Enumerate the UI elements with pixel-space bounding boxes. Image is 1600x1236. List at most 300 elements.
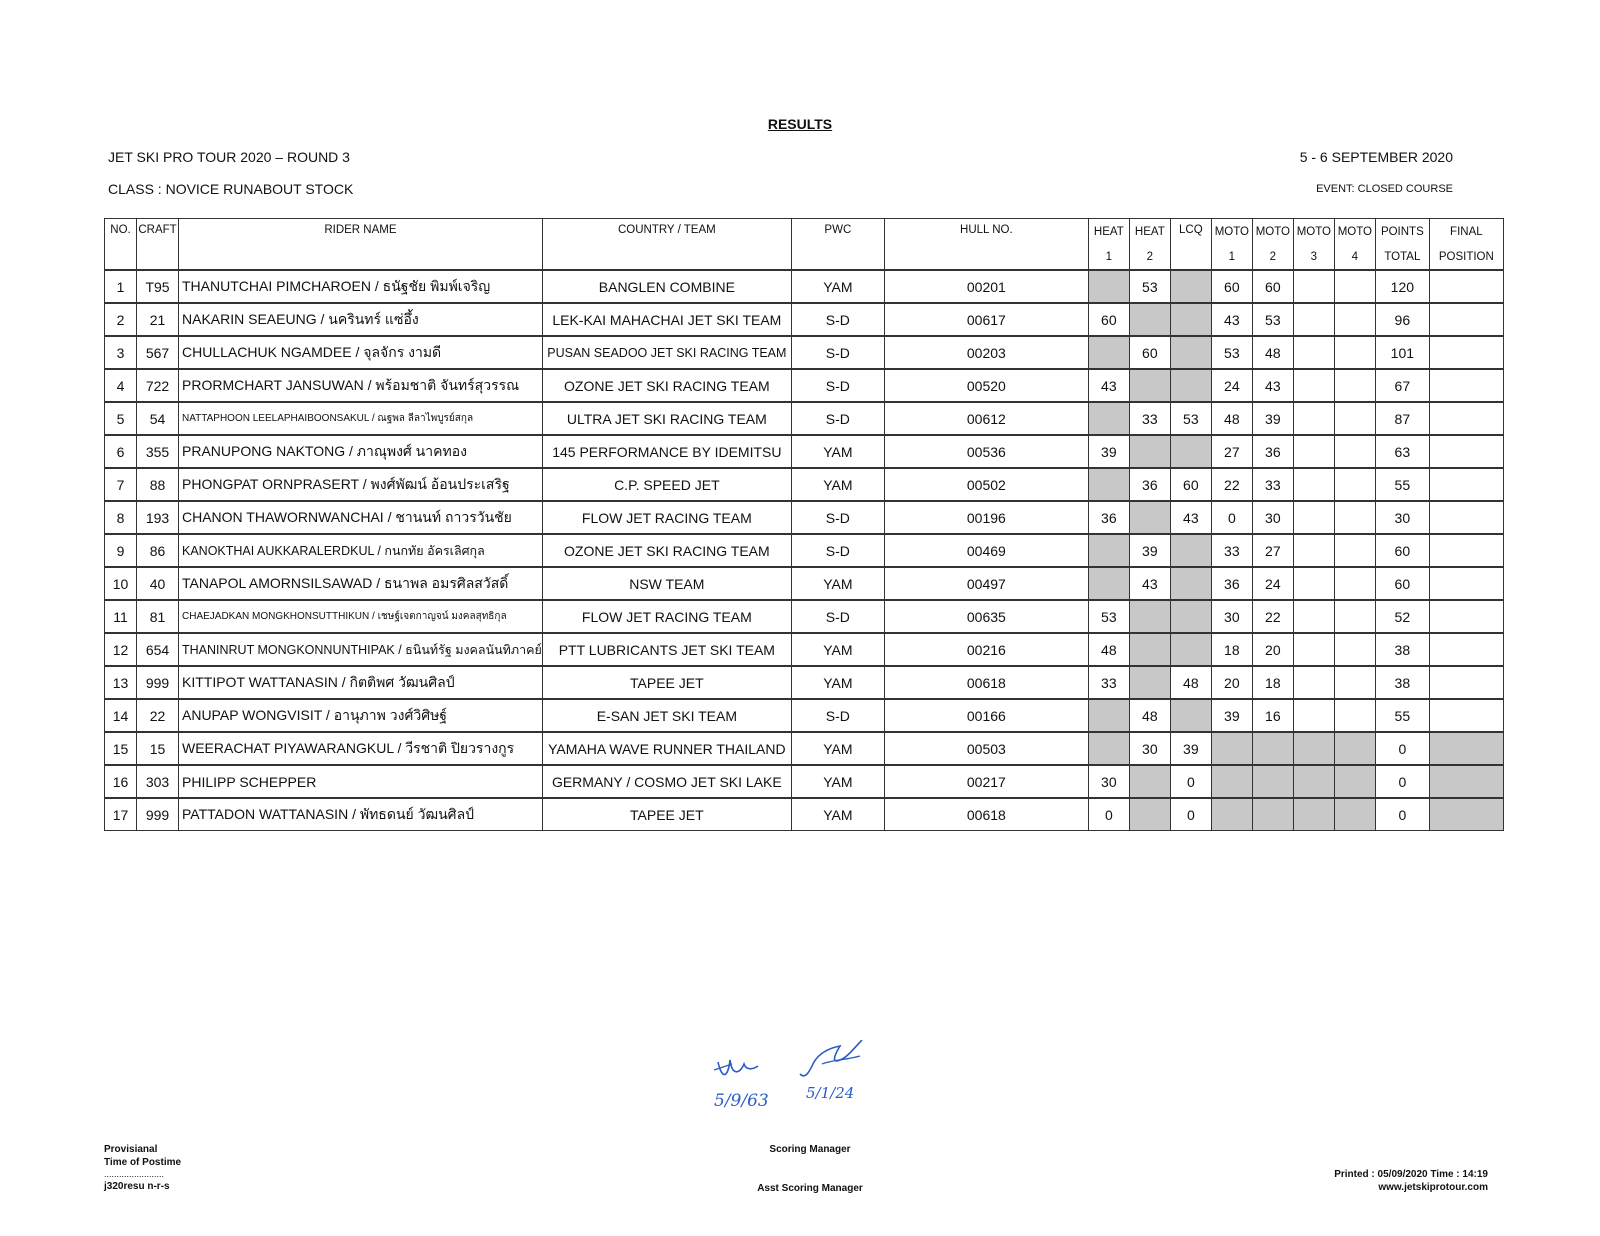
provisional-block: [104, 1143, 181, 1193]
cell-team: FLOW JET RACING TEAM: [542, 600, 791, 633]
cell-pwc: S-D: [791, 600, 884, 633]
cell-heat1: 39: [1088, 435, 1129, 468]
cell-no: 7: [105, 468, 137, 501]
cell-hull: 00520: [884, 369, 1088, 402]
cell-craft: 999: [137, 666, 179, 699]
cell-hull: 00203: [884, 336, 1088, 369]
cell-team: E-SAN JET SKI TEAM: [542, 699, 791, 732]
table-row: [105, 501, 1504, 534]
cell-total: 0: [1375, 765, 1429, 798]
col-header-moto4-num: 4: [1334, 244, 1375, 270]
cell-team: GERMANY / COSMO JET SKI LAKE: [542, 765, 791, 798]
cell-craft: 22: [137, 699, 179, 732]
cell-lcq: [1170, 303, 1211, 336]
cell-heat2: 48: [1129, 699, 1170, 732]
cell-moto3: [1293, 798, 1334, 831]
cell-total: 38: [1375, 666, 1429, 699]
cell-lcq: [1170, 435, 1211, 468]
cell-hull: 00497: [884, 567, 1088, 600]
cell-moto1: 48: [1211, 402, 1252, 435]
cell-craft: T95: [137, 270, 179, 303]
cell-rider: PHILIPP SCHEPPER: [179, 765, 543, 798]
cell-hull: 00216: [884, 633, 1088, 666]
cell-rider: CHULLACHUK NGAMDEE / จุลจักร งามดี: [179, 336, 543, 369]
col-header-lcq: LCQ: [1170, 219, 1211, 271]
table-row: [105, 600, 1504, 633]
cell-lcq: [1170, 600, 1211, 633]
cell-total: 55: [1375, 468, 1429, 501]
cell-heat2: [1129, 633, 1170, 666]
event-type: EVENT: CLOSED COURSE: [1316, 183, 1453, 195]
cell-moto4: [1334, 699, 1375, 732]
cell-no: 6: [105, 435, 137, 468]
cell-total: 0: [1375, 798, 1429, 831]
cell-heat2: 33: [1129, 402, 1170, 435]
col-header-moto1-num: 1: [1211, 244, 1252, 270]
cell-moto4: [1334, 435, 1375, 468]
cell-total: 52: [1375, 600, 1429, 633]
cell-hull: 00469: [884, 534, 1088, 567]
table-row: [105, 732, 1504, 765]
class-label: CLASS : NOVICE RUNABOUT STOCK: [108, 181, 354, 197]
cell-heat2: [1129, 798, 1170, 831]
col-header-moto1: MOTO: [1211, 219, 1252, 245]
cell-lcq: [1170, 336, 1211, 369]
cell-team: PUSAN SEADOO JET SKI RACING TEAM: [542, 336, 791, 369]
cell-heat2: 43: [1129, 567, 1170, 600]
time-of-postime-label: Time of Postime: [104, 1157, 182, 1168]
dotted-line: ........................: [104, 1169, 165, 1179]
cell-lcq: 39: [1170, 732, 1211, 765]
cell-final: [1429, 798, 1503, 831]
cell-moto1: 24: [1211, 369, 1252, 402]
cell-heat2: 39: [1129, 534, 1170, 567]
cell-moto3: [1293, 732, 1334, 765]
cell-rider: CHANON THAWORNWANCHAI / ชานนท์ ถาวรวันชัย: [179, 501, 543, 534]
cell-total: 120: [1375, 270, 1429, 303]
cell-heat1: [1088, 336, 1129, 369]
cell-team: TAPEE JET: [542, 666, 791, 699]
cell-craft: 15: [137, 732, 179, 765]
cell-moto4: [1334, 303, 1375, 336]
cell-no: 15: [105, 732, 137, 765]
col-header-craft: CRAFT: [137, 219, 179, 271]
cell-moto1: 36: [1211, 567, 1252, 600]
cell-moto2: 30: [1252, 501, 1293, 534]
cell-rider: WEERACHAT PIYAWARANGKUL / วีรชาติ ปิยวรางกูร: [179, 732, 543, 765]
cell-heat1: [1088, 270, 1129, 303]
cell-hull: 00166: [884, 699, 1088, 732]
cell-rider: NATTAPHOON LEELAPHAIBOONSAKUL / ณฐพล ลีลาไพบูรย์สกุล: [179, 402, 543, 435]
cell-lcq: [1170, 534, 1211, 567]
cell-craft: 355: [137, 435, 179, 468]
asst-scoring-manager-label: Asst Scoring Manager: [757, 1183, 863, 1194]
cell-pwc: YAM: [791, 732, 884, 765]
cell-lcq: 43: [1170, 501, 1211, 534]
cell-heat1: 48: [1088, 633, 1129, 666]
cell-hull: 00635: [884, 600, 1088, 633]
cell-no: 12: [105, 633, 137, 666]
col-header-no: NO.: [105, 219, 137, 271]
cell-moto3: [1293, 501, 1334, 534]
cell-moto3: [1293, 303, 1334, 336]
cell-team: PTT LUBRICANTS JET SKI TEAM: [542, 633, 791, 666]
cell-lcq: [1170, 369, 1211, 402]
cell-team: 145 PERFORMANCE BY IDEMITSU: [542, 435, 791, 468]
cell-team: OZONE JET SKI RACING TEAM: [542, 534, 791, 567]
cell-moto1: 22: [1211, 468, 1252, 501]
cell-moto4: [1334, 567, 1375, 600]
cell-moto3: [1293, 633, 1334, 666]
cell-team: FLOW JET RACING TEAM: [542, 501, 791, 534]
cell-pwc: YAM: [791, 270, 884, 303]
cell-moto3: [1293, 435, 1334, 468]
cell-heat2: [1129, 600, 1170, 633]
signature-date-2: 5/1/24: [806, 1084, 855, 1102]
col-header-heat2-num: 2: [1129, 244, 1170, 270]
cell-final: [1429, 369, 1503, 402]
cell-pwc: S-D: [791, 501, 884, 534]
cell-heat1: 53: [1088, 600, 1129, 633]
cell-rider: PRANUPONG NAKTONG / ภาณุพงศ์ นาคทอง: [179, 435, 543, 468]
cell-heat1: 36: [1088, 501, 1129, 534]
cell-team: ULTRA JET SKI RACING TEAM: [542, 402, 791, 435]
event-name: JET SKI PRO TOUR 2020 – ROUND 3: [108, 149, 350, 165]
cell-moto4: [1334, 534, 1375, 567]
cell-moto1: [1211, 765, 1252, 798]
cell-total: 60: [1375, 534, 1429, 567]
col-header-team: COUNTRY / TEAM: [542, 219, 791, 271]
cell-no: 13: [105, 666, 137, 699]
cell-final: [1429, 402, 1503, 435]
cell-final: [1429, 303, 1503, 336]
website-url: www.jetskiprotour.com: [1378, 1182, 1488, 1193]
cell-craft: 86: [137, 534, 179, 567]
cell-craft: 81: [137, 600, 179, 633]
cell-moto2: 60: [1252, 270, 1293, 303]
cell-pwc: S-D: [791, 699, 884, 732]
cell-pwc: YAM: [791, 633, 884, 666]
cell-moto1: 20: [1211, 666, 1252, 699]
cell-team: LEK-KAI MAHACHAI JET SKI TEAM: [542, 303, 791, 336]
cell-hull: 00618: [884, 798, 1088, 831]
cell-moto3: [1293, 468, 1334, 501]
cell-craft: 193: [137, 501, 179, 534]
cell-moto4: [1334, 666, 1375, 699]
cell-team: NSW TEAM: [542, 567, 791, 600]
cell-heat1: [1088, 567, 1129, 600]
cell-no: 8: [105, 501, 137, 534]
cell-heat1: 33: [1088, 666, 1129, 699]
cell-no: 11: [105, 600, 137, 633]
cell-rider: NAKARIN SEAEUNG / นครินทร์ แซ่อึ้ง: [179, 303, 543, 336]
cell-hull: 00612: [884, 402, 1088, 435]
cell-total: 60: [1375, 567, 1429, 600]
cell-craft: 303: [137, 765, 179, 798]
cell-craft: 21: [137, 303, 179, 336]
cell-moto4: [1334, 765, 1375, 798]
cell-team: YAMAHA WAVE RUNNER THAILAND: [542, 732, 791, 765]
cell-hull: 00617: [884, 303, 1088, 336]
cell-hull: 00502: [884, 468, 1088, 501]
cell-moto4: [1334, 798, 1375, 831]
cell-rider: PHONGPAT ORNPRASERT / พงศ์พัฒน์ อ้อนประเสริฐ: [179, 468, 543, 501]
cell-moto4: [1334, 600, 1375, 633]
cell-lcq: [1170, 699, 1211, 732]
cell-final: [1429, 666, 1503, 699]
cell-total: 101: [1375, 336, 1429, 369]
cell-moto2: 39: [1252, 402, 1293, 435]
cell-heat2: 36: [1129, 468, 1170, 501]
cell-total: 96: [1375, 303, 1429, 336]
cell-no: 14: [105, 699, 137, 732]
cell-no: 9: [105, 534, 137, 567]
cell-total: 55: [1375, 699, 1429, 732]
cell-rider: TANAPOL AMORNSILSAWAD / ธนาพล อมรศิลสวัสดิ์: [179, 567, 543, 600]
cell-team: C.P. SPEED JET: [542, 468, 791, 501]
cell-moto2: [1252, 765, 1293, 798]
signature-date-1: 5/9/63: [714, 1091, 769, 1111]
cell-heat2: [1129, 435, 1170, 468]
cell-moto2: 16: [1252, 699, 1293, 732]
cell-moto2: [1252, 732, 1293, 765]
cell-moto3: [1293, 765, 1334, 798]
cell-pwc: S-D: [791, 402, 884, 435]
cell-lcq: [1170, 633, 1211, 666]
cell-moto2: 53: [1252, 303, 1293, 336]
cell-heat2: [1129, 666, 1170, 699]
cell-final: [1429, 534, 1503, 567]
col-header-points: POINTS: [1375, 219, 1429, 245]
cell-total: 87: [1375, 402, 1429, 435]
cell-lcq: [1170, 567, 1211, 600]
cell-rider: KANOKTHAI AUKKARALERDKUL / กนกทัย อัครเลิศกุล: [179, 534, 543, 567]
cell-rider: CHAEJADKAN MONGKHONSUTTHIKUN / เชษฐ์เจตกาญจน์ มงคลสุทธิกุล: [179, 600, 543, 633]
cell-pwc: S-D: [791, 303, 884, 336]
cell-moto2: 22: [1252, 600, 1293, 633]
cell-final: [1429, 435, 1503, 468]
cell-rider: KITTIPOT WATTANASIN / กิตติพศ วัฒนศิลป์: [179, 666, 543, 699]
cell-moto3: [1293, 336, 1334, 369]
col-header-moto3: MOTO: [1293, 219, 1334, 245]
cell-craft: 722: [137, 369, 179, 402]
cell-total: 0: [1375, 732, 1429, 765]
results-table: [104, 218, 1504, 831]
table-row: [105, 534, 1504, 567]
provisional-label: Provisianal: [104, 1144, 158, 1155]
table-row: [105, 567, 1504, 600]
cell-heat2: 60: [1129, 336, 1170, 369]
cell-moto4: [1334, 468, 1375, 501]
cell-heat2: [1129, 369, 1170, 402]
cell-moto3: [1293, 369, 1334, 402]
cell-moto3: [1293, 402, 1334, 435]
cell-total: 38: [1375, 633, 1429, 666]
printed-timestamp: Printed : 05/09/2020 Time : 14:19: [1334, 1169, 1488, 1180]
cell-moto1: 60: [1211, 270, 1252, 303]
col-header-moto2: MOTO: [1252, 219, 1293, 245]
cell-total: 63: [1375, 435, 1429, 468]
cell-pwc: S-D: [791, 534, 884, 567]
results-body: [105, 270, 1504, 831]
cell-moto2: 27: [1252, 534, 1293, 567]
cell-heat1: [1088, 699, 1129, 732]
table-row: [105, 270, 1504, 303]
cell-moto2: 36: [1252, 435, 1293, 468]
col-header-final: FINAL: [1429, 219, 1503, 245]
cell-moto1: 18: [1211, 633, 1252, 666]
cell-moto4: [1334, 402, 1375, 435]
cell-final: [1429, 765, 1503, 798]
cell-no: 16: [105, 765, 137, 798]
cell-moto4: [1334, 732, 1375, 765]
cell-hull: 00618: [884, 666, 1088, 699]
page-title: RESULTS: [767, 116, 833, 132]
cell-moto1: 30: [1211, 600, 1252, 633]
cell-final: [1429, 567, 1503, 600]
cell-total: 30: [1375, 501, 1429, 534]
cell-hull: 00503: [884, 732, 1088, 765]
col-header-moto4: MOTO: [1334, 219, 1375, 245]
cell-final: [1429, 270, 1503, 303]
cell-rider: PATTADON WATTANASIN / พัทธดนย์ วัฒนศิลป์: [179, 798, 543, 831]
cell-moto3: [1293, 600, 1334, 633]
cell-moto4: [1334, 369, 1375, 402]
cell-craft: 999: [137, 798, 179, 831]
cell-hull: 00217: [884, 765, 1088, 798]
cell-lcq: 48: [1170, 666, 1211, 699]
cell-no: 2: [105, 303, 137, 336]
cell-lcq: 0: [1170, 798, 1211, 831]
cell-final: [1429, 732, 1503, 765]
cell-heat1: 0: [1088, 798, 1129, 831]
cell-final: [1429, 336, 1503, 369]
col-header-heat1-num: 1: [1088, 244, 1129, 270]
cell-craft: 54: [137, 402, 179, 435]
printed-block: [1334, 1168, 1488, 1194]
cell-moto1: 0: [1211, 501, 1252, 534]
table-row: [105, 435, 1504, 468]
cell-heat2: 53: [1129, 270, 1170, 303]
table-row: [105, 468, 1504, 501]
table-row: [105, 798, 1504, 831]
cell-moto3: [1293, 270, 1334, 303]
cell-pwc: YAM: [791, 468, 884, 501]
cell-moto2: [1252, 798, 1293, 831]
col-header-moto3-num: 3: [1293, 244, 1334, 270]
cell-craft: 567: [137, 336, 179, 369]
table-row: [105, 765, 1504, 798]
cell-heat1: [1088, 534, 1129, 567]
cell-rider: THANUTCHAI PIMCHAROEN / ธนัฐชัย พิมพ์เจริญ: [179, 270, 543, 303]
cell-moto1: [1211, 798, 1252, 831]
cell-moto4: [1334, 270, 1375, 303]
cell-moto1: [1211, 732, 1252, 765]
col-header-heat2: HEAT: [1129, 219, 1170, 245]
table-row: [105, 402, 1504, 435]
cell-team: TAPEE JET: [542, 798, 791, 831]
cell-lcq: [1170, 270, 1211, 303]
signature-image: [710, 1040, 880, 1120]
table-row: [105, 336, 1504, 369]
cell-pwc: S-D: [791, 369, 884, 402]
table-row: [105, 369, 1504, 402]
cell-moto3: [1293, 666, 1334, 699]
table-row: [105, 303, 1504, 336]
cell-heat1: 30: [1088, 765, 1129, 798]
cell-moto3: [1293, 567, 1334, 600]
cell-no: 3: [105, 336, 137, 369]
col-header-points-total: TOTAL: [1375, 244, 1429, 270]
cell-moto3: [1293, 699, 1334, 732]
cell-pwc: S-D: [791, 336, 884, 369]
cell-hull: 00201: [884, 270, 1088, 303]
cell-heat1: [1088, 732, 1129, 765]
cell-lcq: 60: [1170, 468, 1211, 501]
cell-heat1: 60: [1088, 303, 1129, 336]
table-row: [105, 699, 1504, 732]
file-code: j320resu n-r-s: [104, 1181, 170, 1192]
col-header-pwc: PWC: [791, 219, 884, 271]
cell-team: BANGLEN COMBINE: [542, 270, 791, 303]
col-header-moto2-num: 2: [1252, 244, 1293, 270]
cell-heat2: [1129, 501, 1170, 534]
cell-moto2: 24: [1252, 567, 1293, 600]
cell-rider: PRORMCHART JANSUWAN / พร้อมชาติ จันทร์สุวรรณ: [179, 369, 543, 402]
cell-moto2: 20: [1252, 633, 1293, 666]
cell-lcq: 53: [1170, 402, 1211, 435]
cell-heat2: [1129, 765, 1170, 798]
col-header-heat1: HEAT: [1088, 219, 1129, 245]
cell-moto2: 43: [1252, 369, 1293, 402]
cell-craft: 40: [137, 567, 179, 600]
cell-final: [1429, 600, 1503, 633]
cell-moto4: [1334, 336, 1375, 369]
cell-final: [1429, 468, 1503, 501]
cell-no: 4: [105, 369, 137, 402]
cell-pwc: YAM: [791, 567, 884, 600]
cell-no: 5: [105, 402, 137, 435]
cell-heat1: 43: [1088, 369, 1129, 402]
cell-pwc: YAM: [791, 798, 884, 831]
table-row: [105, 666, 1504, 699]
cell-final: [1429, 501, 1503, 534]
cell-moto2: 48: [1252, 336, 1293, 369]
cell-heat2: [1129, 303, 1170, 336]
cell-moto1: 33: [1211, 534, 1252, 567]
cell-no: 1: [105, 270, 137, 303]
cell-no: 10: [105, 567, 137, 600]
cell-moto4: [1334, 501, 1375, 534]
cell-moto2: 33: [1252, 468, 1293, 501]
cell-heat2: 30: [1129, 732, 1170, 765]
col-header-rider: RIDER NAME: [179, 219, 543, 271]
cell-moto4: [1334, 633, 1375, 666]
cell-pwc: YAM: [791, 435, 884, 468]
cell-hull: 00196: [884, 501, 1088, 534]
scoring-manager-label: Scoring Manager: [769, 1144, 851, 1155]
cell-heat1: [1088, 468, 1129, 501]
cell-team: OZONE JET SKI RACING TEAM: [542, 369, 791, 402]
cell-no: 17: [105, 798, 137, 831]
event-date: 5 - 6 SEPTEMBER 2020: [1299, 149, 1453, 165]
cell-hull: 00536: [884, 435, 1088, 468]
cell-moto1: 27: [1211, 435, 1252, 468]
col-header-final-position: POSITION: [1429, 244, 1503, 270]
cell-total: 67: [1375, 369, 1429, 402]
cell-rider: THANINRUT MONGKONNUNTHIPAK / ธนินท์รัฐ มงคลนันทิภาคย์: [179, 633, 543, 666]
cell-craft: 88: [137, 468, 179, 501]
